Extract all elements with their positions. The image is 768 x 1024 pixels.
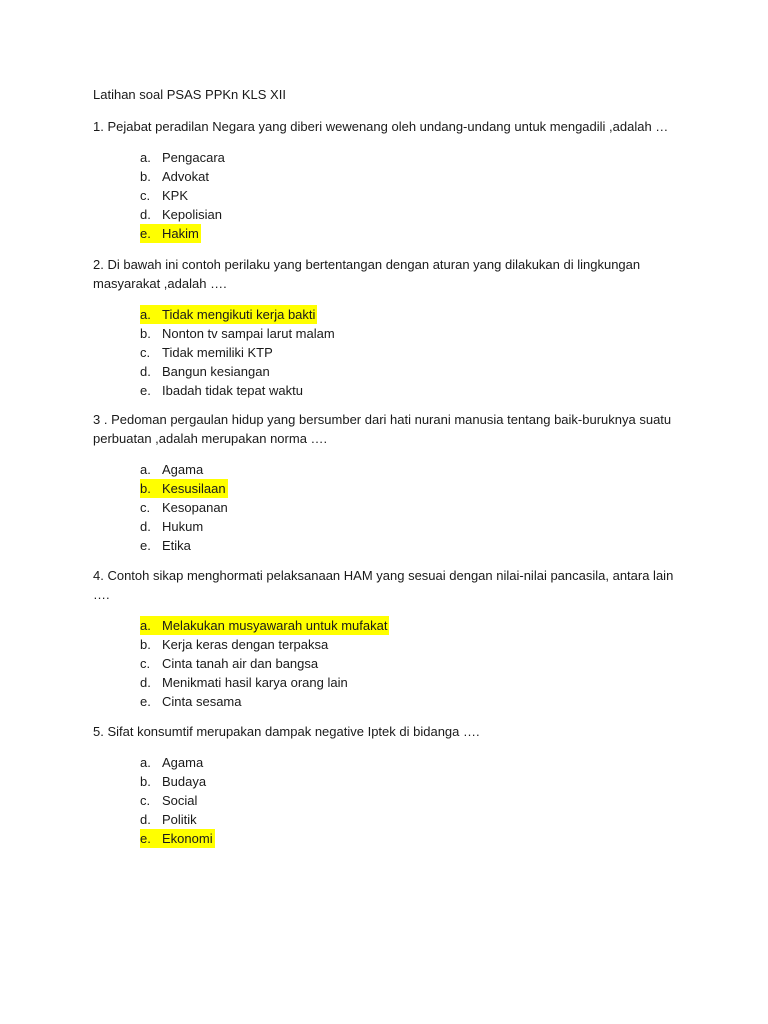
highlighted-answer <box>140 224 201 243</box>
option-letter: e. <box>140 694 151 709</box>
option-letter: d. <box>140 364 151 379</box>
option-text: Hakim <box>162 226 199 241</box>
option-content <box>140 635 330 654</box>
option-text: Etika <box>162 538 191 553</box>
question-4 <box>93 566 683 711</box>
option-letter: a. <box>140 150 151 165</box>
option-item <box>93 616 683 635</box>
option-text: Cinta sesama <box>162 694 242 709</box>
option-text: Pengacara <box>162 150 225 165</box>
document-title: Latihan soal PSAS PPKn KLS XII <box>93 87 286 102</box>
option-content <box>140 536 193 555</box>
option-text: Politik <box>162 812 197 827</box>
option-text: Ibadah tidak tepat waktu <box>162 383 303 398</box>
option-item <box>93 517 683 536</box>
question-text: 1. Pejabat peradilan Negara yang diberi wewenang oleh undang-undang untuk mengadili ,adalah … <box>93 119 669 134</box>
option-content <box>140 810 199 829</box>
question-text: 5. Sifat konsumtif merupakan dampak negative Iptek di bidanga …. <box>93 724 480 739</box>
option-content <box>140 791 199 810</box>
option-item <box>93 536 683 555</box>
option-content <box>140 148 227 167</box>
option-item <box>93 772 683 791</box>
option-item <box>93 186 683 205</box>
option-letter: c. <box>140 500 151 515</box>
option-item <box>93 654 683 673</box>
option-letter: c. <box>140 188 151 203</box>
option-letter: d. <box>140 812 151 827</box>
question-text: 4. Contoh sikap menghormati pelaksanaan HAM yang sesuai dengan nilai-nilai pancasila, antara lain …. <box>93 568 674 602</box>
option-letter: d. <box>140 207 151 222</box>
option-item <box>93 479 683 498</box>
option-letter: b. <box>140 637 151 652</box>
option-letter: a. <box>140 755 151 770</box>
option-content <box>140 654 320 673</box>
option-letter: c. <box>140 656 151 671</box>
option-letter: c. <box>140 345 151 360</box>
option-text: Nonton tv sampai larut malam <box>162 326 335 341</box>
option-content <box>140 343 275 362</box>
question-text: 3 . Pedoman pergaulan hidup yang bersumber dari hati nurani manusia tentang baik-buruknya suatu perbuatan ,adalah merupakan norma …. <box>93 412 672 446</box>
option-item <box>93 460 683 479</box>
option-text: Kesopanan <box>162 500 228 515</box>
option-letter: a. <box>140 618 151 633</box>
option-letter: b. <box>140 481 151 496</box>
highlighted-answer <box>140 616 389 635</box>
option-text: Tidak memiliki KTP <box>162 345 273 360</box>
option-item <box>93 205 683 224</box>
option-item <box>93 829 683 848</box>
option-list <box>93 305 683 400</box>
option-content <box>140 498 230 517</box>
option-content <box>140 362 272 381</box>
option-letter: c. <box>140 793 151 808</box>
option-item <box>93 148 683 167</box>
option-letter: b. <box>140 169 151 184</box>
option-text: Kesusilaan <box>162 481 226 496</box>
option-text: Budaya <box>162 774 207 789</box>
option-item <box>93 324 683 343</box>
option-content <box>140 753 205 772</box>
option-text: Bangun kesiangan <box>162 364 270 379</box>
option-list <box>93 460 683 555</box>
option-text: Agama <box>162 462 204 477</box>
option-letter: b. <box>140 774 151 789</box>
option-content <box>140 673 350 692</box>
option-content <box>140 381 305 400</box>
option-text: Cinta tanah air dan bangsa <box>162 656 319 671</box>
option-letter: d. <box>140 675 151 690</box>
option-list <box>93 148 683 243</box>
question-1 <box>93 117 683 243</box>
option-item <box>93 810 683 829</box>
option-letter: e. <box>140 383 151 398</box>
question-2 <box>93 255 683 400</box>
option-letter: e. <box>140 538 151 553</box>
option-item <box>93 343 683 362</box>
option-content <box>140 772 208 791</box>
option-item <box>93 305 683 324</box>
option-letter: a. <box>140 462 151 477</box>
highlighted-answer <box>140 305 317 324</box>
option-content <box>140 324 337 343</box>
option-item <box>93 635 683 654</box>
option-item <box>93 791 683 810</box>
option-list <box>93 616 683 711</box>
option-text: Social <box>162 793 198 808</box>
option-text: Agama <box>162 755 204 770</box>
option-letter: d. <box>140 519 151 534</box>
option-text: Kerja keras dengan terpaksa <box>162 637 329 652</box>
question-3 <box>93 410 683 555</box>
option-item <box>93 167 683 186</box>
option-letter: a. <box>140 307 151 322</box>
option-item <box>93 362 683 381</box>
option-content <box>140 205 224 224</box>
option-text: Kepolisian <box>162 207 222 222</box>
option-text: Hukum <box>162 519 204 534</box>
option-text: Tidak mengikuti kerja bakti <box>162 307 316 322</box>
option-item <box>93 753 683 772</box>
highlighted-answer <box>140 479 228 498</box>
option-text: Ekonomi <box>162 831 213 846</box>
option-content <box>140 186 190 205</box>
option-letter: e. <box>140 226 151 241</box>
highlighted-answer <box>140 829 215 848</box>
option-item <box>93 224 683 243</box>
option-text: Advokat <box>162 169 209 184</box>
option-list <box>93 753 683 848</box>
option-content <box>140 692 243 711</box>
option-content <box>140 460 205 479</box>
option-item <box>93 692 683 711</box>
option-content <box>140 517 205 536</box>
option-text: Menikmati hasil karya orang lain <box>162 675 348 690</box>
question-text: 2. Di bawah ini contoh perilaku yang bertentangan dengan aturan yang dilakukan di lingkungan masyarakat ,adalah …. <box>93 257 641 291</box>
option-item <box>93 673 683 692</box>
option-item <box>93 498 683 517</box>
option-letter: b. <box>140 326 151 341</box>
option-item <box>93 381 683 400</box>
question-5 <box>93 722 683 848</box>
option-letter: e. <box>140 831 151 846</box>
option-content <box>140 167 211 186</box>
option-text: Melakukan musyawarah untuk mufakat <box>162 618 388 633</box>
option-text: KPK <box>162 188 189 203</box>
